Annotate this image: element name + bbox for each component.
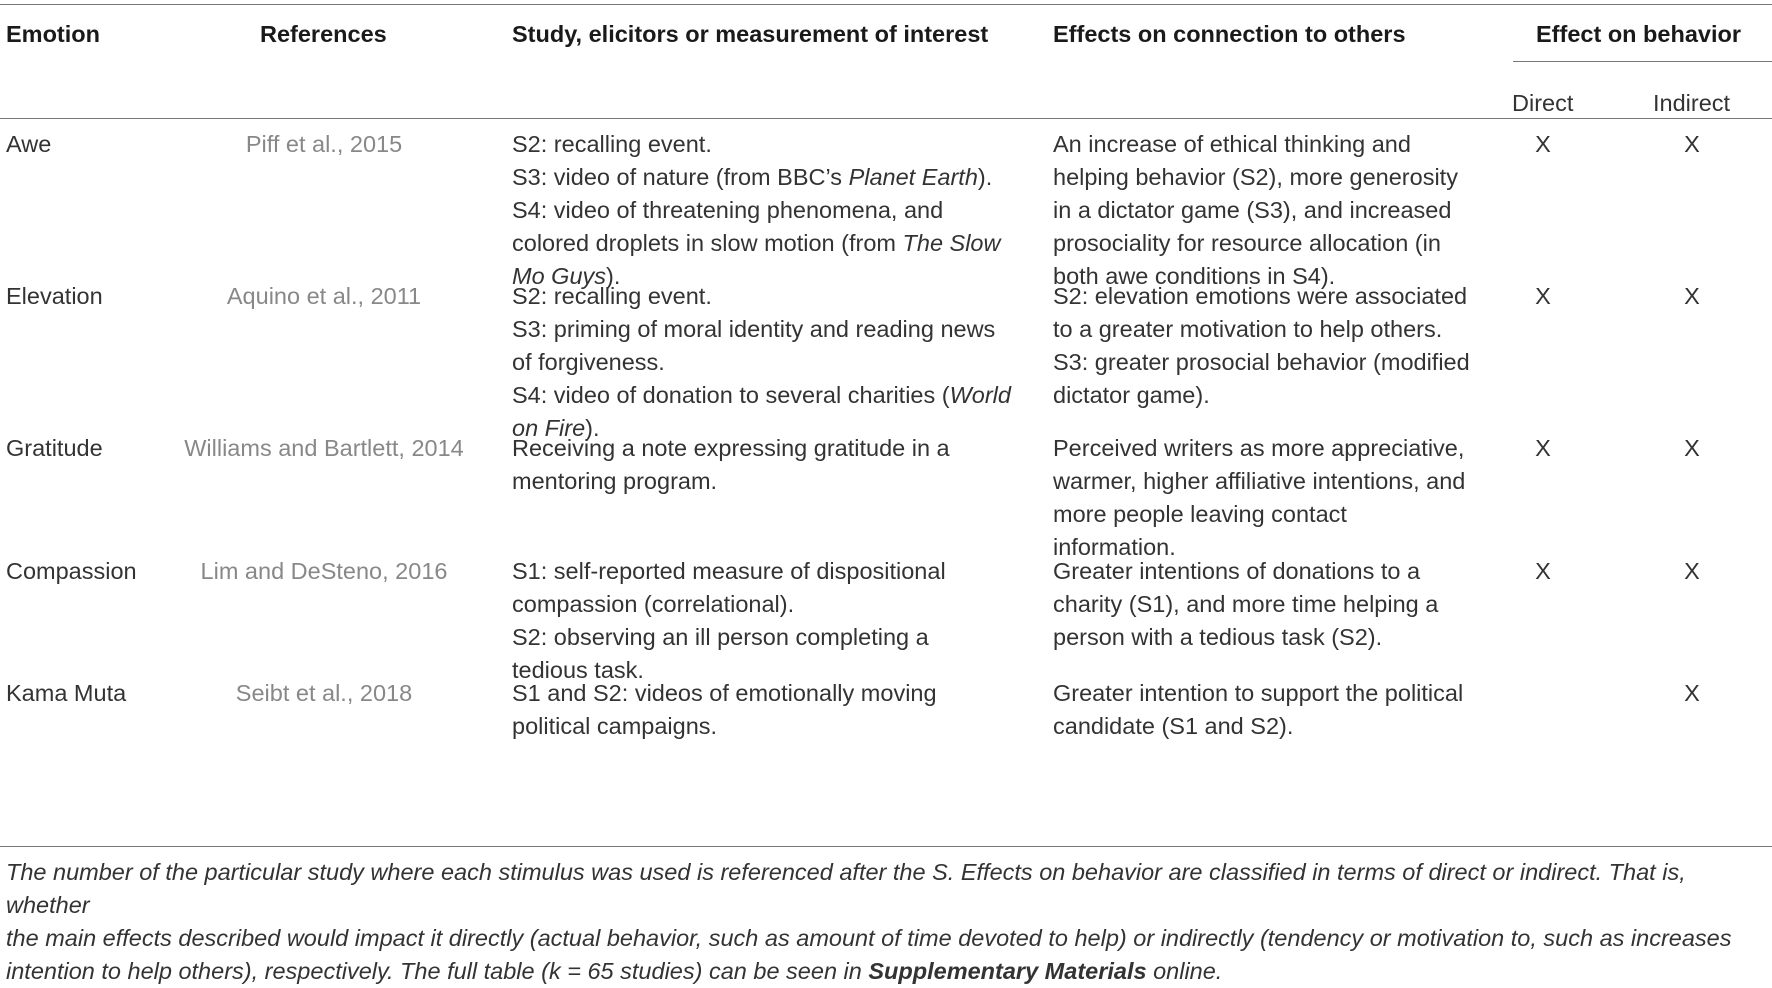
study-text: S1: self-reported measure of dispositional	[512, 558, 946, 584]
row-reference: Williams and Bartlett, 2014	[184, 435, 464, 461]
row-emotion: Compassion	[6, 558, 137, 584]
row-effect	[1053, 128, 1493, 293]
study-italic-title: The Slow	[902, 230, 1001, 256]
study-text: ).	[977, 164, 993, 190]
row-indirect-mark: X	[1684, 435, 1700, 461]
study-text: S3: priming of moral identity and reading news	[512, 316, 996, 342]
study-text: ).	[585, 415, 600, 441]
study-italic-title: Mo Guys	[512, 263, 607, 289]
study-text: political campaigns.	[512, 713, 718, 739]
study-line	[512, 588, 1017, 621]
effect-line: S2: elevation emotions were associated	[1053, 283, 1468, 309]
header-behavior: Effect on behavior	[1536, 21, 1742, 47]
effect-line: more people leaving contact	[1053, 501, 1347, 527]
study-text: S2: recalling event.	[512, 283, 712, 309]
study-line	[512, 227, 1017, 260]
row-study	[512, 432, 1017, 498]
study-text: S2: observing an ill person completing a	[512, 624, 929, 650]
row-effect	[1053, 280, 1493, 412]
footnote-text: online.	[1146, 958, 1223, 984]
effect-line: information.	[1053, 534, 1176, 560]
footnote-bold-link: Supplementary Materials	[868, 958, 1147, 984]
study-italic-title: on Fire	[512, 415, 586, 441]
footnote-text: intention to help others), respectively. The full table (k = 65 studies) can be seen in	[6, 958, 869, 984]
subheader-direct: Direct	[1512, 90, 1574, 116]
row-reference: Seibt et al., 2018	[235, 680, 413, 706]
footnote-line: the main effects described would impact it directly (actual behavior, such as amount of time devoted to help) or indirectly (tendency or motivation to, such as increases	[6, 925, 1732, 951]
row-direct-mark: X	[1535, 435, 1551, 461]
effect-line: in a dictator game (S3), and increased	[1053, 197, 1452, 223]
header-study: Study, elicitors or measurement of interest	[512, 21, 989, 47]
row-emotion: Kama Muta	[6, 680, 127, 706]
effect-line: person with a tedious task (S2).	[1053, 624, 1383, 650]
effect-line: to a greater motivation to help others.	[1053, 316, 1443, 342]
row-indirect-mark: X	[1684, 283, 1700, 309]
study-text: tedious task.	[512, 657, 644, 683]
study-line	[512, 346, 1017, 379]
row-direct-mark: X	[1535, 558, 1551, 584]
study-italic-title: World	[949, 382, 1011, 408]
study-text: colored droplets in slow motion (from	[512, 230, 903, 256]
study-line	[512, 313, 1017, 346]
row-effect	[1053, 432, 1493, 564]
effect-line: S3: greater prosocial behavior (modified	[1053, 349, 1470, 375]
footnote-line	[6, 955, 1766, 988]
study-line	[512, 379, 1017, 412]
header-rule	[0, 118, 1772, 119]
header-emotion: Emotion	[6, 21, 100, 47]
row-direct-mark: X	[1535, 283, 1551, 309]
effect-line: warmer, higher affiliative intentions, and	[1053, 468, 1466, 494]
study-line	[512, 555, 1017, 588]
study-line	[512, 465, 1017, 498]
effect-line: dictator game).	[1053, 382, 1210, 408]
header-references: References	[260, 21, 387, 47]
study-text: ).	[606, 263, 621, 289]
effect-line: Perceived writers as more appreciative,	[1053, 435, 1465, 461]
effect-line: both awe conditions in S4).	[1053, 263, 1336, 289]
row-reference: Piff et al., 2015	[245, 131, 403, 157]
effect-line: candidate (S1 and S2).	[1053, 713, 1294, 739]
effect-line: An increase of ethical thinking and	[1053, 131, 1411, 157]
effect-line: Greater intentions of donations to a	[1053, 558, 1421, 584]
row-indirect-mark: X	[1684, 680, 1700, 706]
study-text: mentoring program.	[512, 468, 718, 494]
row-indirect-mark: X	[1684, 558, 1700, 584]
study-text: S4: video of donation to several charities (	[512, 382, 950, 408]
study-line	[512, 194, 1017, 227]
effect-line: charity (S1), and more time helping a	[1053, 591, 1439, 617]
study-text: of forgiveness.	[512, 349, 665, 375]
row-direct-mark: X	[1535, 131, 1551, 157]
subheader-indirect: Indirect	[1653, 90, 1731, 116]
study-text: compassion (correlational).	[512, 591, 795, 617]
study-line	[512, 677, 1017, 710]
study-italic-title: Planet Earth	[848, 164, 978, 190]
study-line	[512, 621, 1017, 654]
table-footnote	[6, 856, 1766, 988]
study-line	[512, 710, 1017, 743]
bottom-rule	[0, 846, 1772, 847]
study-line	[512, 161, 1017, 194]
effect-line: helping behavior (S2), more generosity	[1053, 164, 1458, 190]
study-line	[512, 128, 1017, 161]
study-text: Receiving a note expressing gratitude in a	[512, 435, 950, 461]
study-line	[512, 432, 1017, 465]
study-text: S3: video of nature (from BBC’s	[512, 164, 849, 190]
row-study	[512, 128, 1017, 293]
study-line	[512, 280, 1017, 313]
row-reference: Aquino et al., 2011	[226, 283, 422, 309]
study-text: S4: video of threatening phenomena, and	[512, 197, 944, 223]
footnote-line: The number of the particular study where each stimulus was used is referenced after the S. Effects on behavior are classified in terms of direct or indirect. That is, whether	[6, 859, 1686, 918]
study-text: S1 and S2: videos of emotionally moving	[512, 680, 937, 706]
header-effects: Effects on connection to others	[1053, 21, 1406, 47]
top-rule	[0, 4, 1772, 5]
row-study	[512, 555, 1017, 687]
effect-line: prosociality for resource allocation (in	[1053, 230, 1441, 256]
row-emotion: Gratitude	[6, 435, 103, 461]
row-emotion: Awe	[6, 131, 52, 157]
behavior-subrule	[1513, 61, 1772, 62]
row-emotion: Elevation	[6, 283, 103, 309]
study-text: S2: recalling event.	[512, 131, 712, 157]
row-effect	[1053, 677, 1493, 743]
row-reference: Lim and DeSteno, 2016	[200, 558, 448, 584]
row-indirect-mark: X	[1684, 131, 1700, 157]
row-study	[512, 677, 1017, 743]
row-study	[512, 280, 1017, 445]
row-effect	[1053, 555, 1493, 654]
effect-line: Greater intention to support the political	[1053, 680, 1464, 706]
